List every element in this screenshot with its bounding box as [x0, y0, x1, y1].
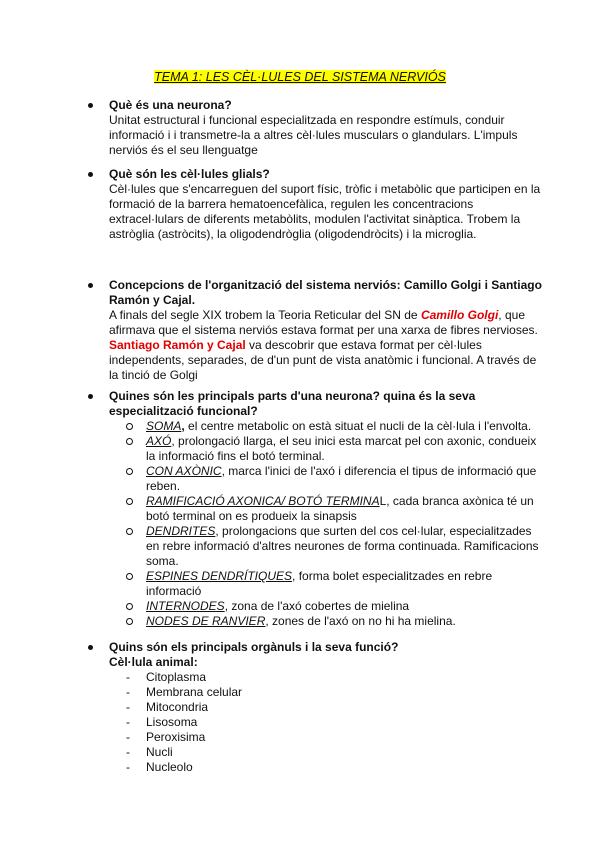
term-separator: , — [224, 599, 229, 613]
answer-part-1: A finals del segle XIX trobem la Teoria Reticular del SN de — [109, 308, 421, 322]
dash-bullet: - — [126, 670, 130, 684]
list-item — [126, 419, 548, 434]
bullet-icon — [88, 283, 93, 288]
dash-bullet: - — [126, 685, 130, 699]
answer-part-3: va descobrir que estava format per cèl·lules independents, separades, de d'un punt de vista anatòmic i funcional. A través de la tinció de Golgi — [109, 338, 537, 382]
term: NODES DE RANVIER — [146, 614, 266, 628]
term-separator: , — [171, 434, 175, 448]
list-item — [126, 670, 548, 685]
term: CON AXÒNIC — [146, 464, 222, 478]
organul-name: Citoplasma — [146, 670, 207, 684]
term: INTERNODES — [146, 599, 225, 613]
answer-neurona: Unitat estructural i funcional especialitzada en respondre estímuls, conduir informació i i transmetre-la a altres cèl·lules musculars o glandulars. L'impuls nerviós és el seu llenguatge — [109, 113, 518, 157]
term-description: , cada branca axònica té un botó terminal on es produeix la sinapsis — [146, 494, 534, 523]
list-item — [126, 685, 548, 700]
circle-bullet-icon — [126, 423, 133, 430]
list-item — [126, 614, 548, 629]
bullet-icon — [88, 103, 93, 108]
section-concepcions — [88, 278, 548, 383]
dash-bullet: - — [126, 760, 130, 774]
term-separator: , — [221, 464, 225, 478]
list-item — [126, 700, 548, 715]
section-organuls — [88, 640, 548, 775]
circle-bullet-icon — [126, 573, 133, 580]
list-item — [126, 745, 548, 760]
list-item — [126, 715, 548, 730]
term-separator: L — [379, 494, 387, 508]
term: SOMA — [146, 419, 182, 433]
question-parts: Quines són les principals parts d'una neurona? quina és la seva especialització funcional? — [109, 389, 476, 418]
section-parts-neurona — [88, 389, 548, 629]
term-separator: , — [181, 419, 185, 433]
organul-name: Nucli — [146, 745, 173, 759]
question-organuls: Quins són els principals orgànuls i la seva funció? — [109, 640, 399, 654]
term: ESPINES DENDRÍTIQUES — [146, 569, 293, 583]
circle-bullet-icon — [126, 528, 133, 535]
organul-name: Mitocondria — [146, 700, 209, 714]
circle-bullet-icon — [126, 618, 133, 625]
organul-name: Membrana celular — [146, 685, 243, 699]
circle-bullet-icon — [126, 498, 133, 505]
term-description: el centre metabolic on està situat el nucli de la cèl·lula i l'envolta. — [184, 419, 532, 433]
organul-name: Peroxisima — [146, 730, 206, 744]
question-neurona: Què és una neurona? — [109, 98, 232, 112]
dash-bullet: - — [126, 745, 130, 759]
term: DENDRITES — [146, 524, 216, 538]
term-description: zona de l'axó cobertes de mielina — [228, 599, 410, 613]
bullet-icon — [88, 645, 93, 650]
answer-concepcions — [109, 308, 548, 383]
answer-part-2: , que afirmava que el sistema nerviós estava format per una xarxa de fibres nervioses. — [109, 308, 538, 337]
organul-name: Lisosoma — [146, 715, 198, 729]
bullet-icon — [88, 172, 93, 177]
name-golgi: Camillo Golgi — [420, 308, 499, 322]
dash-bullet: - — [126, 715, 130, 729]
term: RAMIFICACIÓ AXONICA/ BOTÓ TERMINA — [146, 494, 380, 508]
list-item — [126, 569, 548, 599]
term: AXÓ — [146, 434, 172, 448]
dash-bullet: - — [126, 700, 130, 714]
title-text: TEMA 1: LES CÈL·LULES DEL SISTEMA NERVIÓS — [154, 70, 446, 84]
term-description: marca l'inici de l'axó i diferencia el tipus de informació que reben. — [146, 464, 537, 493]
term-separator: , — [215, 524, 219, 538]
circle-bullet-icon — [126, 603, 133, 610]
section-glials — [88, 167, 548, 242]
question-glials: Què són les cèl·lules glials? — [109, 167, 270, 181]
bullet-icon — [88, 394, 93, 399]
parts-list — [126, 419, 548, 629]
term-separator: , — [292, 569, 296, 583]
section-neurona — [88, 98, 548, 158]
page-title — [0, 70, 600, 84]
circle-bullet-icon — [126, 438, 133, 445]
organuls-list — [126, 670, 548, 775]
list-item — [126, 494, 548, 524]
name-cajal: Santiago Ramón y Cajal — [109, 338, 246, 352]
term-description: prolongació llarga, el seu inici esta marcat pel con axonic, condueix la informació fins el botó terminal. — [146, 434, 537, 463]
term-description: prolongacions que surten del cos cel·lular, especialitzades en rebre informació d'altres neurones de forma continuada. Ramificacions soma. — [146, 524, 539, 568]
term-description: forma bolet especialitzades en rebre informació — [146, 569, 493, 598]
circle-bullet-icon — [126, 468, 133, 475]
list-item — [126, 599, 548, 614]
dash-bullet: - — [126, 730, 130, 744]
list-item — [126, 760, 548, 775]
list-item — [126, 730, 548, 745]
list-item — [126, 464, 548, 494]
answer-glials: Cèl·lules que s'encarreguen del suport físic, tròfic i metabòlic que participen en la formació de la barrera hematoencefàlica, regulen les concentracions extracel·lulars de diferents metabòlits, modulen l'activitat sinàptica. Trobem la astròglia (astròcits), la oligodendròglia (oligodendròcits) i la microglia. — [109, 182, 541, 241]
question-concepcions: Concepcions de l'organització del sistema nerviós: Camillo Golgi i Santiago Ramón y Cajal. — [109, 278, 542, 307]
organul-name: Nucleolo — [146, 760, 193, 774]
list-item — [126, 434, 548, 464]
term-separator: , — [265, 614, 269, 628]
term-description: zones de l'axó on no hi ha mielina. — [268, 614, 456, 628]
subheading-cellula-animal: Cèl·lula animal: — [109, 655, 198, 669]
list-item — [126, 524, 548, 569]
